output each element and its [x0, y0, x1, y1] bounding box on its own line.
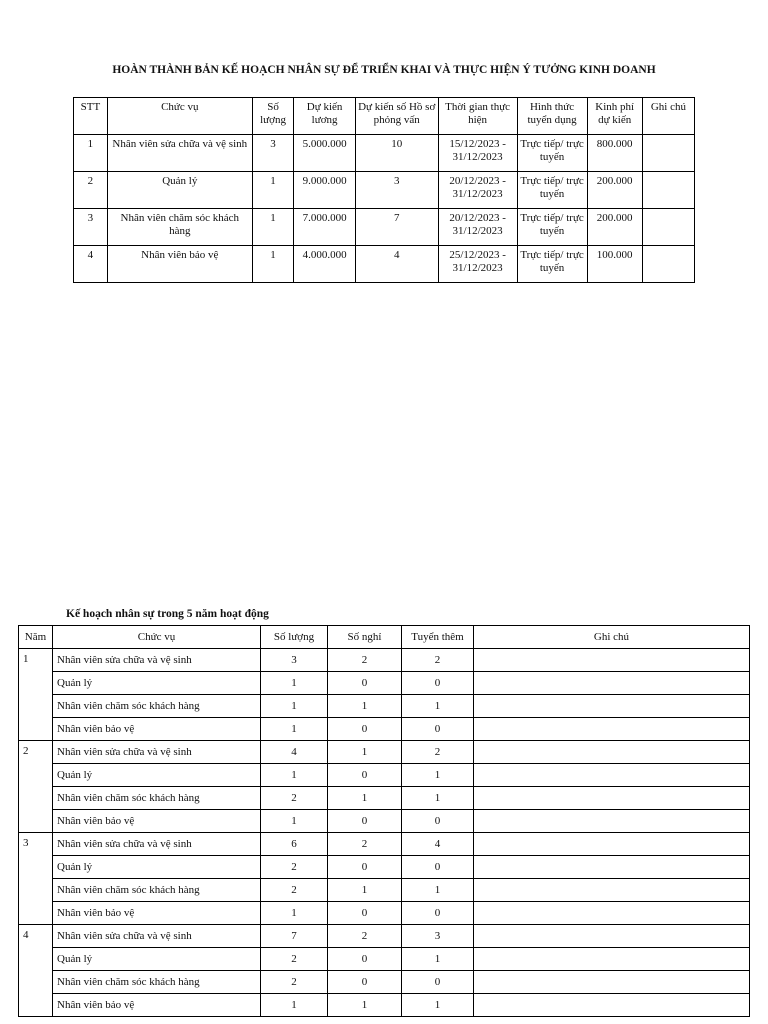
header-year: Năm [19, 626, 53, 649]
table-row [19, 902, 750, 925]
table-row [19, 672, 750, 695]
table-row [19, 810, 750, 833]
note-cell [474, 994, 750, 1017]
note-cell [474, 718, 750, 741]
role-cell: Nhân viên sửa chữa và vệ sinh [53, 741, 261, 764]
leave-cell: 0 [328, 718, 402, 741]
time-cell: 20/12/2023 - 31/12/2023 [438, 209, 517, 246]
table-row [74, 172, 695, 209]
table-header-row [74, 98, 695, 135]
table-row [19, 856, 750, 879]
leave-cell: 2 [328, 833, 402, 856]
header-qty: Số lượng [252, 98, 294, 135]
method-cell: Trực tiếp/ trực tuyến [517, 135, 587, 172]
hire-cell: 1 [402, 879, 474, 902]
table-row [19, 718, 750, 741]
role-cell: Nhân viên chăm sóc khách hàng [53, 695, 261, 718]
role-cell: Nhân viên bảo vệ [53, 902, 261, 925]
budget-cell: 800.000 [587, 135, 642, 172]
five-year-plan-title: Kế hoạch nhân sự trong 5 năm hoạt động [66, 608, 269, 620]
qty-cell: 4 [261, 741, 328, 764]
table-header-row [19, 626, 750, 649]
hire-cell: 3 [402, 925, 474, 948]
role-cell: Quản lý [53, 672, 261, 695]
budget-cell: 100.000 [587, 246, 642, 283]
qty-cell: 2 [261, 879, 328, 902]
hire-cell: 1 [402, 787, 474, 810]
qty-cell: 6 [261, 833, 328, 856]
hire-cell: 0 [402, 902, 474, 925]
role-cell: Quản lý [53, 856, 261, 879]
plan-title: HOÀN THÀNH BẢN KẾ HOẠCH NHÂN SỰ ĐỂ TRIỂN KHAI VÀ THỰC HIỆN Ý TƯỞNG KINH DOANH [112, 64, 656, 76]
note-cell [642, 246, 694, 283]
qty-cell: 1 [261, 672, 328, 695]
role-cell: Quản lý [107, 172, 252, 209]
salary-cell: 7.000.000 [294, 209, 355, 246]
role-cell: Nhân viên bảo vệ [107, 246, 252, 283]
profiles-cell: 3 [355, 172, 438, 209]
year-cell: 3 [19, 833, 53, 925]
qty-cell: 1 [261, 695, 328, 718]
table-row [19, 787, 750, 810]
time-cell: 20/12/2023 - 31/12/2023 [438, 172, 517, 209]
budget-cell: 200.000 [587, 209, 642, 246]
leave-cell: 0 [328, 948, 402, 971]
table-row [19, 925, 750, 948]
role-cell: Nhân viên sửa chữa và vệ sinh [53, 833, 261, 856]
note-cell [642, 135, 694, 172]
table-row [19, 695, 750, 718]
header-role: Chức vụ [53, 626, 261, 649]
leave-cell: 0 [328, 672, 402, 695]
leave-cell: 1 [328, 741, 402, 764]
role-cell: Nhân viên chăm sóc khách hàng [53, 879, 261, 902]
header-salary: Dự kiến lương [294, 98, 355, 135]
role-cell: Nhân viên bảo vệ [53, 718, 261, 741]
hire-cell: 0 [402, 718, 474, 741]
hiring-plan-table [73, 97, 695, 283]
role-cell: Quản lý [53, 948, 261, 971]
role-cell: Nhân viên bảo vệ [53, 994, 261, 1017]
hire-cell: 1 [402, 764, 474, 787]
table-row [74, 209, 695, 246]
qty-cell: 1 [261, 994, 328, 1017]
qty-cell: 2 [261, 787, 328, 810]
qty-cell: 2 [261, 948, 328, 971]
qty-cell: 1 [261, 902, 328, 925]
role-cell: Nhân viên sửa chữa và vệ sinh [53, 649, 261, 672]
table-row [19, 833, 750, 856]
profiles-cell: 10 [355, 135, 438, 172]
role-cell: Nhân viên chăm sóc khách hàng [53, 787, 261, 810]
hire-cell: 1 [402, 994, 474, 1017]
header-note: Ghi chú [474, 626, 750, 649]
qty-cell: 1 [252, 246, 294, 283]
table-row [19, 994, 750, 1017]
stt-cell: 3 [74, 209, 108, 246]
leave-cell: 0 [328, 810, 402, 833]
salary-cell: 5.000.000 [294, 135, 355, 172]
stt-cell: 1 [74, 135, 108, 172]
note-cell [474, 902, 750, 925]
note-cell [474, 833, 750, 856]
note-cell [474, 948, 750, 971]
profiles-cell: 4 [355, 246, 438, 283]
header-leave: Số nghỉ [328, 626, 402, 649]
salary-cell: 9.000.000 [294, 172, 355, 209]
header-budget: Kinh phí dự kiến [587, 98, 642, 135]
qty-cell: 7 [261, 925, 328, 948]
header-profiles: Dự kiến số Hồ sơ phỏng vấn [355, 98, 438, 135]
hire-cell: 0 [402, 810, 474, 833]
leave-cell: 1 [328, 879, 402, 902]
leave-cell: 1 [328, 994, 402, 1017]
leave-cell: 0 [328, 764, 402, 787]
qty-cell: 1 [252, 209, 294, 246]
stt-cell: 4 [74, 246, 108, 283]
qty-cell: 3 [261, 649, 328, 672]
hire-cell: 0 [402, 856, 474, 879]
note-cell [474, 879, 750, 902]
stt-cell: 2 [74, 172, 108, 209]
note-cell [474, 810, 750, 833]
five-year-plan-table [18, 625, 750, 1017]
leave-cell: 1 [328, 787, 402, 810]
leave-cell: 2 [328, 925, 402, 948]
note-cell [474, 787, 750, 810]
qty-cell: 2 [261, 856, 328, 879]
note-cell [474, 649, 750, 672]
table-row [19, 741, 750, 764]
leave-cell: 0 [328, 856, 402, 879]
note-cell [642, 172, 694, 209]
note-cell [474, 856, 750, 879]
role-cell: Nhân viên chăm sóc khách hàng [53, 971, 261, 994]
header-hire: Tuyển thêm [402, 626, 474, 649]
hire-cell: 0 [402, 971, 474, 994]
table-row [19, 948, 750, 971]
role-cell: Nhân viên bảo vệ [53, 810, 261, 833]
table-row [19, 879, 750, 902]
leave-cell: 2 [328, 649, 402, 672]
leave-cell: 1 [328, 695, 402, 718]
table-row [74, 246, 695, 283]
role-cell: Nhân viên sửa chữa và vệ sinh [107, 135, 252, 172]
hire-cell: 2 [402, 649, 474, 672]
table-row [19, 971, 750, 994]
note-cell [474, 925, 750, 948]
note-cell [474, 741, 750, 764]
hire-cell: 1 [402, 948, 474, 971]
year-cell: 4 [19, 925, 53, 1017]
qty-cell: 1 [261, 810, 328, 833]
profiles-cell: 7 [355, 209, 438, 246]
qty-cell: 1 [261, 718, 328, 741]
leave-cell: 0 [328, 902, 402, 925]
time-cell: 25/12/2023 - 31/12/2023 [438, 246, 517, 283]
note-cell [474, 971, 750, 994]
header-method: Hình thức tuyển dụng [517, 98, 587, 135]
hire-cell: 2 [402, 741, 474, 764]
header-role: Chức vụ [107, 98, 252, 135]
budget-cell: 200.000 [587, 172, 642, 209]
role-cell: Nhân viên chăm sóc khách hàng [107, 209, 252, 246]
method-cell: Trực tiếp/ trực tuyến [517, 172, 587, 209]
qty-cell: 1 [252, 172, 294, 209]
salary-cell: 4.000.000 [294, 246, 355, 283]
note-cell [474, 764, 750, 787]
qty-cell: 3 [252, 135, 294, 172]
header-stt: STT [74, 98, 108, 135]
table-row [19, 649, 750, 672]
year-cell: 1 [19, 649, 53, 741]
qty-cell: 1 [261, 764, 328, 787]
leave-cell: 0 [328, 971, 402, 994]
header-time: Thời gian thực hiện [438, 98, 517, 135]
method-cell: Trực tiếp/ trực tuyến [517, 246, 587, 283]
method-cell: Trực tiếp/ trực tuyến [517, 209, 587, 246]
hire-cell: 0 [402, 672, 474, 695]
header-qty: Số lượng [261, 626, 328, 649]
note-cell [474, 672, 750, 695]
table-row [19, 764, 750, 787]
qty-cell: 2 [261, 971, 328, 994]
hire-cell: 1 [402, 695, 474, 718]
time-cell: 15/12/2023 - 31/12/2023 [438, 135, 517, 172]
header-note: Ghi chú [642, 98, 694, 135]
year-cell: 2 [19, 741, 53, 833]
note-cell [642, 209, 694, 246]
table-row [74, 135, 695, 172]
role-cell: Nhân viên sửa chữa và vệ sinh [53, 925, 261, 948]
note-cell [474, 695, 750, 718]
role-cell: Quản lý [53, 764, 261, 787]
hire-cell: 4 [402, 833, 474, 856]
